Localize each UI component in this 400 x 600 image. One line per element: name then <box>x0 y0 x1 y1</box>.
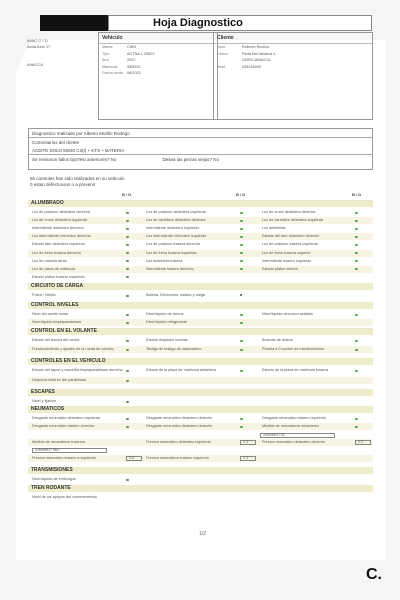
check-item: Intermitente trasero izquierdo <box>262 258 312 263</box>
ok-mark <box>355 314 358 316</box>
client-field: Telef. 635216000 <box>217 64 262 69</box>
workshop-info <box>27 38 107 68</box>
section-tren-rodante: TREN RODANTE <box>28 485 373 492</box>
client-comment: ACEITE SOLO 5W30 C3(I) + KTS + BATERIA <box>32 147 125 153</box>
check-item: Nivel liquido direccion asistida <box>262 312 313 316</box>
check-item: Nivel de los apoyos del cinemometrica <box>32 495 97 499</box>
table-row <box>28 233 373 240</box>
check-item: Intermitente delantero izquierdo <box>146 226 200 231</box>
check-item: Intermitente trasero derecho <box>146 266 194 271</box>
ok-mark <box>126 418 129 420</box>
page-number: 1/2 <box>199 531 206 537</box>
check-item: Nivel del aceite motor <box>32 312 69 316</box>
section-control-volante: CONTROL EN EL VOLANTE <box>28 328 373 335</box>
table-row <box>28 432 373 439</box>
table-row <box>28 476 373 483</box>
ok-mark <box>240 322 243 324</box>
check-item: Intermitente delantero derecho <box>32 226 84 231</box>
summary-line: 0 estan defectuosos o a prevenir <box>30 182 96 187</box>
check-item: Estado faro delantero izquierdo <box>32 242 85 247</box>
ok-mark <box>126 380 129 382</box>
table-row <box>28 311 373 318</box>
check-item: Presion neumatico delantero derecho <box>262 440 326 444</box>
pressure-value: 2.3 <box>240 456 256 461</box>
info-line: AVAC C / 1/ <box>27 38 48 43</box>
info-line: AVACCA <box>27 62 43 67</box>
ok-mark <box>240 228 243 230</box>
check-item: Prueba a 0 control de mantenimiento <box>262 347 325 351</box>
section-controles-vehiculo: CONTROLES EN EL VEHICULO <box>28 358 373 365</box>
ok-mark <box>126 228 129 230</box>
page-title: Hoja Diagnostico <box>108 15 372 31</box>
client-field: 23009 JAVACCA <box>242 58 271 62</box>
check-item: Luz de cruce delantera izquierda <box>32 218 88 223</box>
check-item: Nivel liquido limpiaparabrisas <box>32 320 82 324</box>
diagnosis-by: Diagnostico realizado por Alberto Murillo Rodrigo <box>32 130 130 136</box>
bd-header: B / D <box>122 192 132 197</box>
ok-mark <box>355 228 358 230</box>
table-row <box>28 225 373 232</box>
ok-mark <box>126 252 129 254</box>
ok-mark <box>240 314 243 316</box>
ok-mark <box>240 268 243 270</box>
table-row <box>28 274 373 281</box>
ok-mark <box>126 322 129 324</box>
table-row <box>28 447 373 454</box>
ok-mark <box>355 340 358 342</box>
check-item: Luz de carretera delantera izquierda <box>262 218 323 223</box>
ok-mark <box>126 295 129 297</box>
check-item: Luz de posicion delantera derecha <box>32 210 91 214</box>
ok-mark <box>355 370 358 372</box>
vehicle-field: Matricula 9550CK <box>102 64 141 69</box>
check-item: Estado limpiador lunetas <box>146 338 188 342</box>
ok-mark <box>240 340 243 342</box>
question-old-parts: Desea las piezas viejas? No <box>162 156 219 162</box>
ok-mark <box>126 276 129 278</box>
ok-mark <box>355 349 358 351</box>
check-item: Estado de la placa de matricula delantera <box>146 368 216 372</box>
table-row <box>28 494 373 501</box>
vehicle-box <box>98 32 218 120</box>
ok-mark <box>355 220 358 222</box>
vehicle-field: Ano 2022 <box>102 58 136 62</box>
summary-notes <box>30 176 125 188</box>
tire-size-rear: 225/45R17 96V <box>32 448 107 453</box>
bd-header: B / D <box>352 192 362 197</box>
check-item: Desgaste neumatico delantero derecho <box>146 416 213 420</box>
check-item: Desgaste neumatico trasero derecho <box>32 424 95 428</box>
table-row <box>28 266 373 273</box>
section-transmisiones: TRANSMISIONES <box>28 467 373 474</box>
diagnosis-questions <box>29 154 372 163</box>
check-item: Luz de placa de matricula <box>32 266 76 271</box>
pressure-value: 2.3 <box>126 456 142 461</box>
table-row <box>28 423 373 430</box>
ok-mark <box>240 426 243 428</box>
check-item: Presion neumaticos trasero izquierdo <box>146 456 209 460</box>
ok-mark <box>126 244 129 246</box>
check-item: Luz intermitente retrovisor derecho <box>32 234 91 239</box>
check-item: Luz de posicion trasera izquierda <box>262 242 318 247</box>
ok-mark <box>355 418 358 420</box>
ok-mark <box>126 401 129 403</box>
summary-line: 55 controles han sido realizados en su vehiculo <box>30 176 125 181</box>
check-item: Polea / Veleta <box>32 293 56 297</box>
ok-mark <box>126 479 129 481</box>
ok-mark <box>126 268 129 270</box>
check-item: Luz antiniebla <box>262 226 286 231</box>
check-item: Luz de freno trasera superior <box>262 250 311 255</box>
ok-mark: ■ <box>240 293 243 297</box>
ok-mark <box>126 212 129 214</box>
check-item: Limpieza exterior del parabrisas <box>32 378 86 382</box>
ok-mark <box>355 260 358 262</box>
ok-mark <box>355 236 358 238</box>
table-row <box>28 377 373 384</box>
info-line: Avda Aztc 17 <box>27 44 51 49</box>
vehicle-field: Marca CWN <box>102 45 137 49</box>
table-row <box>28 209 373 216</box>
check-item: Presion neumatico trasero a izquierdo <box>32 456 96 460</box>
check-item: Estado del tapon y escobilla limpiaparabrisas derecho <box>32 368 123 372</box>
table-row <box>28 455 373 462</box>
section-escapes: ESCAPES <box>28 389 373 396</box>
ok-mark <box>126 236 129 238</box>
ok-mark <box>126 260 129 262</box>
check-item: Luz de freno trasera derecha <box>32 250 81 255</box>
check-item: Luz de freno trasera izquierda <box>146 250 197 255</box>
check-item: Luz de marcha atras <box>32 258 67 263</box>
watermark-logo: C. <box>366 566 382 583</box>
diagnosis-box <box>28 128 373 170</box>
section-control-niveles: CONTROL NIVELES <box>28 302 373 309</box>
check-item: Luz intermitente retrovisor izquierdo <box>146 234 207 239</box>
table-row <box>28 367 373 374</box>
client-heading: Cliente <box>214 33 372 44</box>
section-alumbrado: ALUMBRADO <box>28 200 373 207</box>
section-neumaticos: NEUMATICOS <box>28 406 373 413</box>
ok-mark <box>240 418 243 420</box>
check-item: Testigo de testigo de salpicadero <box>146 347 202 351</box>
question-previous-faults: Se revisaron fallos tipoTest anteriores? No <box>32 156 117 162</box>
table-row <box>28 319 373 326</box>
table-row <box>28 250 373 257</box>
check-item: Nivel liquido de embrague <box>32 477 76 481</box>
vehicle-heading: Vehiculo <box>99 33 217 44</box>
check-item: Estado plafon trasero izquierdo <box>32 274 85 279</box>
ok-mark <box>126 340 129 342</box>
table-row <box>28 415 373 422</box>
vehicle-field: Fecha venta 06/2022 <box>102 71 141 75</box>
ok-mark <box>240 220 243 222</box>
client-field: Nom. Roberto Rovilvo <box>217 45 270 49</box>
check-item: Funcionamiento y ajustes de la rueda de cambio <box>32 347 114 351</box>
check-item: Desgaste neumatico delantero izquierdo <box>32 416 100 420</box>
ok-mark <box>240 349 243 351</box>
tire-size-front: 225/45R17 91 <box>260 433 335 438</box>
check-item: Luz de cruce delantera derecha <box>262 210 316 214</box>
ok-mark <box>355 268 358 270</box>
table-row <box>28 439 373 446</box>
ok-mark <box>355 252 358 254</box>
section-circuito-carga: CIRCUITO DE CARGA <box>28 283 373 290</box>
check-item: Bocinas de avisos <box>262 338 293 342</box>
check-item: Estado del faro delantero derecho <box>262 234 320 239</box>
ok-mark <box>126 314 129 316</box>
table-row <box>28 346 373 353</box>
check-item: Bateria. Electrones. estado y carga <box>146 293 206 297</box>
check-item: Presion neumatico delantero izquierdo <box>146 440 211 444</box>
check-item: Medida de neumaticos delanteros <box>262 424 319 428</box>
bd-header: B / D <box>236 192 246 197</box>
ok-mark <box>240 370 243 372</box>
check-item: Estado del bocina del coche <box>32 338 80 342</box>
ok-mark <box>240 244 243 246</box>
check-item: Medida de neumaticos traseros <box>32 440 85 444</box>
ok-mark <box>126 370 129 372</box>
check-item: Nivel liquido refrigerante <box>146 320 187 324</box>
header-black-block <box>40 15 108 31</box>
check-item: Luz de posicion delantera izquierda <box>146 210 206 214</box>
check-item: Luz de posicion trasera derecha <box>146 242 201 247</box>
pressure-value: 2.3 <box>240 440 256 445</box>
ok-mark <box>126 426 129 428</box>
check-item: Luz antiniebla trasera <box>146 258 183 263</box>
table-row <box>28 258 373 265</box>
check-item: Desgaste neumatico delantero derecho <box>146 424 213 428</box>
client-comments-label: Comentarios del cliente <box>29 137 372 146</box>
ok-mark <box>355 244 358 246</box>
check-item: Nivel y fijacion <box>32 399 57 403</box>
table-row <box>28 292 373 299</box>
ok-mark <box>126 349 129 351</box>
table-row <box>28 217 373 224</box>
ok-mark <box>355 212 358 214</box>
vehicle-field: Tipo ACTNA 1 20822 <box>102 51 155 56</box>
check-item: Estado de la placa de matricula trasera <box>262 368 328 372</box>
ok-mark <box>126 220 129 222</box>
check-item: Estado plafon interior <box>262 266 298 271</box>
check-item: Desgaste neumatico trasero izquierdo <box>262 416 326 420</box>
client-field: Direcc. Perla Nal Vesteva 4 <box>217 51 276 56</box>
table-row <box>28 241 373 248</box>
ok-mark <box>240 252 243 254</box>
table-row <box>28 398 373 405</box>
ok-mark <box>240 260 243 262</box>
ok-mark <box>240 212 243 214</box>
ok-mark <box>240 236 243 238</box>
client-box <box>213 32 373 120</box>
table-row <box>28 337 373 344</box>
check-item: Luz de carretera delantera derecha <box>146 218 206 223</box>
ok-mark <box>355 426 358 428</box>
header-bar <box>40 15 372 31</box>
check-item: Nivel liquido de frenos <box>146 312 184 316</box>
pressure-value: 2.3 <box>355 440 371 445</box>
